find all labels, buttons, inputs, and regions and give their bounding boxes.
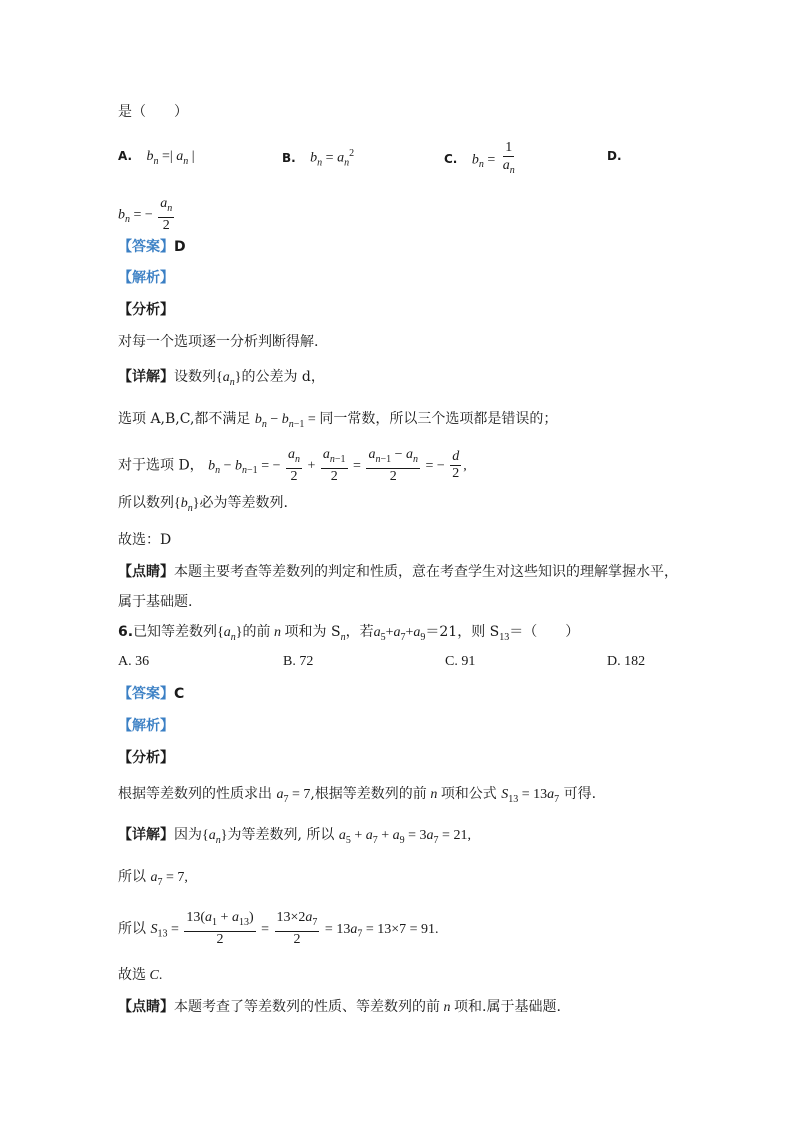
- q5-conclusion: 故选：D: [118, 532, 172, 548]
- answer-label: 【答案】: [118, 239, 174, 255]
- q6-conclusion: 故选 C.: [118, 967, 163, 983]
- option-d-label: D.: [607, 149, 622, 163]
- q6-stem: 6.已知等差数列$\{a_n\}$的前 n 项和为 $S_n$，若$a_5+a_7+a_9=21$，则 $S_{13}=$（ ）: [118, 624, 580, 643]
- q5-detail-line4: 所以数列$\{b_n\}$必为等差数列.: [118, 495, 288, 514]
- q5-option-c: C. $b_n$ = $\frac{1}{a_n}$: [444, 140, 515, 176]
- q6-comment: 【点睛】本题考查了等差数列的性质、等差数列的前 n 项和.属于基础题.: [118, 999, 561, 1015]
- option-c-label: C.: [444, 152, 458, 167]
- q5-comment-line2: 属于基础题.: [118, 594, 193, 610]
- q6-analysis-heading: 【解析】: [118, 718, 174, 734]
- q6-answer: 【答案】C: [118, 686, 185, 702]
- q5-detail-line3: 对于选项 D， $b_n - b_{n-1}$ = − $\frac{a_n}{2}$ + $\frac{a_{n-1}}{2}$ = $\frac{a_{n-1} - a_n}{2}$ = − $\frac{d}{2}$ ,: [118, 447, 467, 484]
- q5-detail-line1: 【详解】设数列$\{a_n\}$的公差为 d，: [118, 369, 325, 388]
- q5-option-b: B. $b_n = a_n^2$: [282, 148, 355, 169]
- q6-detail-line2: 所以 $a_7 = 7$,: [118, 869, 188, 888]
- q5-fenxi-text: 对每一个选项逐一分析判断得解.: [118, 334, 319, 350]
- q6-option-b: B. 72: [283, 654, 314, 669]
- q5-option-d: [607, 148, 632, 164]
- q6-fenxi-text: 根据等差数列的性质求出 $a_7 = 7$,根据等差数列的前 n 项和公式 $S_{13} = 13a_7$ 可得.: [118, 786, 597, 805]
- option-a-label: A.: [118, 149, 133, 163]
- q5-stem-tail: 是（ ）: [118, 104, 188, 120]
- q5-analysis-heading: 【解析】: [118, 270, 174, 286]
- q5-option-a: A. $b_n$ =| $a_n$ |: [118, 149, 195, 167]
- q5-fenxi-heading: 【分析】: [118, 302, 174, 318]
- q5-comment-line1: 【点睛】本题主要考查等差数列的判定和性质，意在考查学生对这些知识的理解掌握水平，: [118, 564, 678, 580]
- q5-option-d-formula: $b_n$ = − $\frac{a_n}{2}$: [118, 196, 173, 233]
- q6-fenxi-heading: 【分析】: [118, 750, 174, 766]
- q5-answer: 【答案】D: [118, 239, 186, 255]
- q6-option-c: C. 91: [445, 654, 476, 669]
- q6-detail-line1: 【详解】因为$\{a_n\}$为等差数列, 所以 $a_5 + a_7 + a_9 = 3a_7 = 21$,: [118, 827, 471, 846]
- q6-option-d: D. 182: [607, 654, 646, 669]
- option-b-label: B.: [282, 150, 296, 165]
- q6-option-a: A. 36: [118, 654, 150, 669]
- q5-detail-line2: 选项 A,B,C,都不满足 $b_n - b_{n-1}$ = 同一常数，所以三个选项都是错误的；: [118, 411, 558, 430]
- q6-detail-line3: 所以 $S_{13}$ = $\frac{13(a_1 + a_{13})}{2}$ = $\frac{13\times 2a_7}{2}$ = $13a_7 = 13\times 7 = 91$.: [118, 910, 439, 947]
